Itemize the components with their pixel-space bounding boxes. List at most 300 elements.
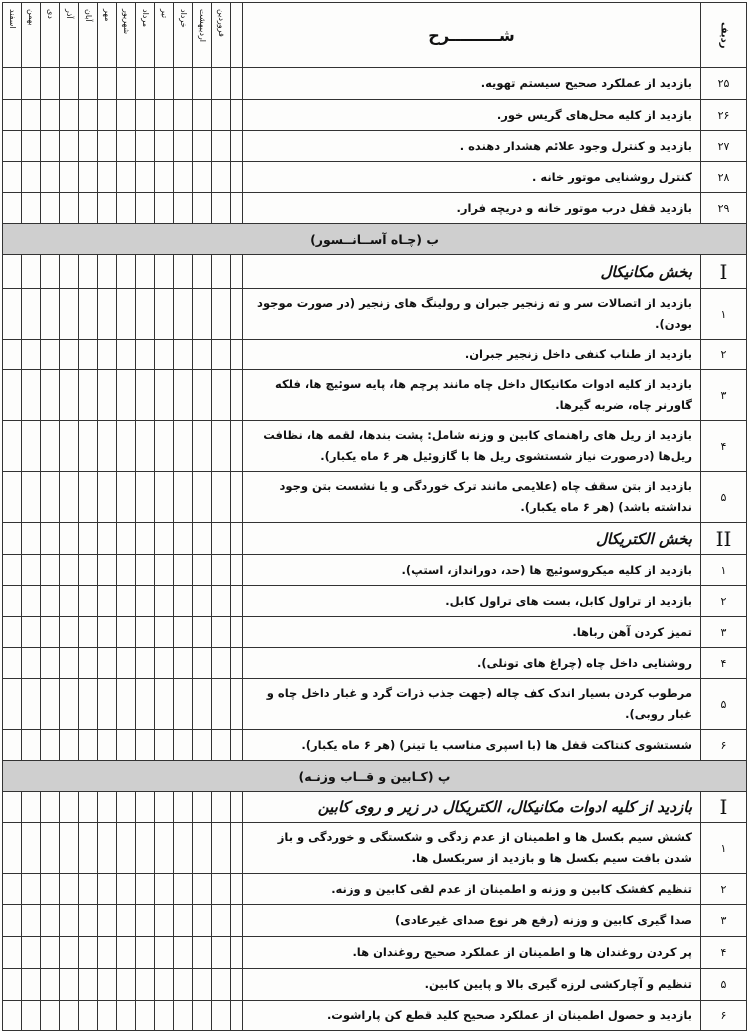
month-check-cell[interactable] bbox=[3, 370, 22, 421]
month-check-cell[interactable] bbox=[117, 648, 136, 679]
month-check-cell[interactable] bbox=[79, 792, 98, 823]
month-check-cell[interactable] bbox=[155, 289, 174, 340]
month-check-cell[interactable] bbox=[60, 730, 79, 761]
month-check-cell[interactable] bbox=[155, 131, 174, 162]
month-check-cell[interactable] bbox=[117, 937, 136, 969]
month-check-cell[interactable] bbox=[60, 421, 79, 472]
month-check-cell[interactable] bbox=[174, 823, 193, 874]
month-check-cell[interactable] bbox=[136, 255, 155, 289]
month-check-cell[interactable] bbox=[136, 586, 155, 617]
month-check-cell[interactable] bbox=[212, 617, 231, 648]
month-check-cell[interactable] bbox=[212, 162, 231, 193]
month-check-cell[interactable] bbox=[174, 792, 193, 823]
month-check-cell[interactable] bbox=[60, 289, 79, 340]
month-check-cell[interactable] bbox=[41, 586, 60, 617]
month-check-cell[interactable] bbox=[22, 905, 41, 937]
month-check-cell[interactable] bbox=[41, 905, 60, 937]
month-check-cell[interactable] bbox=[41, 68, 60, 100]
month-check-cell[interactable] bbox=[41, 255, 60, 289]
month-check-cell[interactable] bbox=[22, 617, 41, 648]
month-check-cell[interactable] bbox=[22, 162, 41, 193]
month-check-cell[interactable] bbox=[22, 586, 41, 617]
month-check-cell[interactable] bbox=[41, 874, 60, 905]
month-check-cell[interactable] bbox=[155, 823, 174, 874]
month-check-cell[interactable] bbox=[22, 100, 41, 131]
month-check-cell[interactable] bbox=[3, 340, 22, 370]
month-check-cell[interactable] bbox=[3, 523, 22, 555]
month-check-cell[interactable] bbox=[136, 131, 155, 162]
month-check-cell[interactable] bbox=[174, 617, 193, 648]
month-check-cell[interactable] bbox=[79, 68, 98, 100]
month-check-cell[interactable] bbox=[193, 1001, 212, 1031]
month-check-cell[interactable] bbox=[41, 523, 60, 555]
month-check-cell[interactable] bbox=[98, 472, 117, 523]
month-check-cell[interactable] bbox=[212, 823, 231, 874]
month-check-cell[interactable] bbox=[98, 679, 117, 730]
month-check-cell[interactable] bbox=[136, 162, 155, 193]
month-check-cell[interactable] bbox=[212, 131, 231, 162]
month-check-cell[interactable] bbox=[60, 131, 79, 162]
month-check-cell[interactable] bbox=[98, 823, 117, 874]
month-check-cell[interactable] bbox=[193, 523, 212, 555]
month-check-cell[interactable] bbox=[136, 555, 155, 586]
month-check-cell[interactable] bbox=[212, 472, 231, 523]
month-check-cell[interactable] bbox=[117, 1001, 136, 1031]
month-check-cell[interactable] bbox=[117, 679, 136, 730]
month-check-cell[interactable] bbox=[155, 472, 174, 523]
month-check-cell[interactable] bbox=[41, 823, 60, 874]
month-check-cell[interactable] bbox=[41, 1001, 60, 1031]
month-check-cell[interactable] bbox=[60, 1001, 79, 1031]
month-check-cell[interactable] bbox=[3, 823, 22, 874]
month-check-cell[interactable] bbox=[155, 648, 174, 679]
month-check-cell[interactable] bbox=[41, 617, 60, 648]
month-check-cell[interactable] bbox=[79, 193, 98, 224]
month-check-cell[interactable] bbox=[22, 969, 41, 1001]
month-check-cell[interactable] bbox=[136, 523, 155, 555]
month-check-cell[interactable] bbox=[174, 68, 193, 100]
month-check-cell[interactable] bbox=[60, 370, 79, 421]
month-check-cell[interactable] bbox=[155, 1001, 174, 1031]
month-check-cell[interactable] bbox=[79, 472, 98, 523]
month-check-cell[interactable] bbox=[117, 370, 136, 421]
month-check-cell[interactable] bbox=[3, 472, 22, 523]
month-check-cell[interactable] bbox=[3, 905, 22, 937]
month-check-cell[interactable] bbox=[212, 100, 231, 131]
month-check-cell[interactable] bbox=[136, 340, 155, 370]
month-check-cell[interactable] bbox=[193, 730, 212, 761]
month-check-cell[interactable] bbox=[193, 792, 212, 823]
month-check-cell[interactable] bbox=[3, 969, 22, 1001]
month-check-cell[interactable] bbox=[212, 421, 231, 472]
month-check-cell[interactable] bbox=[155, 68, 174, 100]
month-check-cell[interactable] bbox=[3, 586, 22, 617]
month-check-cell[interactable] bbox=[3, 162, 22, 193]
month-check-cell[interactable] bbox=[193, 874, 212, 905]
month-check-cell[interactable] bbox=[79, 648, 98, 679]
month-check-cell[interactable] bbox=[79, 289, 98, 340]
month-check-cell[interactable] bbox=[41, 370, 60, 421]
month-check-cell[interactable] bbox=[155, 874, 174, 905]
month-check-cell[interactable] bbox=[60, 472, 79, 523]
month-check-cell[interactable] bbox=[22, 1001, 41, 1031]
month-check-cell[interactable] bbox=[3, 131, 22, 162]
month-check-cell[interactable] bbox=[22, 555, 41, 586]
month-check-cell[interactable] bbox=[174, 340, 193, 370]
month-check-cell[interactable] bbox=[79, 617, 98, 648]
month-check-cell[interactable] bbox=[79, 937, 98, 969]
month-check-cell[interactable] bbox=[136, 648, 155, 679]
month-check-cell[interactable] bbox=[136, 969, 155, 1001]
month-check-cell[interactable] bbox=[98, 792, 117, 823]
month-check-cell[interactable] bbox=[41, 193, 60, 224]
month-check-cell[interactable] bbox=[22, 421, 41, 472]
month-check-cell[interactable] bbox=[212, 648, 231, 679]
month-check-cell[interactable] bbox=[193, 823, 212, 874]
month-check-cell[interactable] bbox=[98, 340, 117, 370]
month-check-cell[interactable] bbox=[117, 289, 136, 340]
month-check-cell[interactable] bbox=[22, 255, 41, 289]
month-check-cell[interactable] bbox=[79, 730, 98, 761]
month-check-cell[interactable] bbox=[60, 193, 79, 224]
month-check-cell[interactable] bbox=[174, 100, 193, 131]
month-check-cell[interactable] bbox=[155, 100, 174, 131]
month-check-cell[interactable] bbox=[98, 874, 117, 905]
month-check-cell[interactable] bbox=[117, 617, 136, 648]
month-check-cell[interactable] bbox=[3, 555, 22, 586]
month-check-cell[interactable] bbox=[98, 555, 117, 586]
month-check-cell[interactable] bbox=[79, 523, 98, 555]
month-check-cell[interactable] bbox=[155, 162, 174, 193]
month-check-cell[interactable] bbox=[136, 679, 155, 730]
month-check-cell[interactable] bbox=[60, 823, 79, 874]
month-check-cell[interactable] bbox=[212, 255, 231, 289]
month-check-cell[interactable] bbox=[3, 679, 22, 730]
month-check-cell[interactable] bbox=[60, 162, 79, 193]
month-check-cell[interactable] bbox=[98, 100, 117, 131]
month-check-cell[interactable] bbox=[41, 340, 60, 370]
month-check-cell[interactable] bbox=[98, 969, 117, 1001]
month-check-cell[interactable] bbox=[79, 162, 98, 193]
month-check-cell[interactable] bbox=[3, 874, 22, 905]
month-check-cell[interactable] bbox=[174, 162, 193, 193]
month-check-cell[interactable] bbox=[22, 792, 41, 823]
month-check-cell[interactable] bbox=[212, 555, 231, 586]
month-check-cell[interactable] bbox=[174, 905, 193, 937]
month-check-cell[interactable] bbox=[98, 255, 117, 289]
month-check-cell[interactable] bbox=[3, 100, 22, 131]
month-check-cell[interactable] bbox=[193, 937, 212, 969]
month-check-cell[interactable] bbox=[98, 162, 117, 193]
month-check-cell[interactable] bbox=[155, 421, 174, 472]
month-check-cell[interactable] bbox=[212, 523, 231, 555]
month-check-cell[interactable] bbox=[193, 905, 212, 937]
month-check-cell[interactable] bbox=[41, 730, 60, 761]
month-check-cell[interactable] bbox=[174, 648, 193, 679]
month-check-cell[interactable] bbox=[193, 162, 212, 193]
month-check-cell[interactable] bbox=[174, 193, 193, 224]
month-check-cell[interactable] bbox=[22, 340, 41, 370]
month-check-cell[interactable] bbox=[193, 289, 212, 340]
month-check-cell[interactable] bbox=[117, 193, 136, 224]
month-check-cell[interactable] bbox=[22, 730, 41, 761]
month-check-cell[interactable] bbox=[155, 586, 174, 617]
month-check-cell[interactable] bbox=[212, 193, 231, 224]
month-check-cell[interactable] bbox=[136, 617, 155, 648]
month-check-cell[interactable] bbox=[212, 792, 231, 823]
month-check-cell[interactable] bbox=[193, 193, 212, 224]
month-check-cell[interactable] bbox=[60, 100, 79, 131]
month-check-cell[interactable] bbox=[212, 1001, 231, 1031]
month-check-cell[interactable] bbox=[60, 937, 79, 969]
month-check-cell[interactable] bbox=[60, 969, 79, 1001]
month-check-cell[interactable] bbox=[193, 370, 212, 421]
month-check-cell[interactable] bbox=[22, 679, 41, 730]
month-check-cell[interactable] bbox=[117, 162, 136, 193]
month-check-cell[interactable] bbox=[117, 523, 136, 555]
month-check-cell[interactable] bbox=[3, 937, 22, 969]
month-check-cell[interactable] bbox=[174, 586, 193, 617]
month-check-cell[interactable] bbox=[117, 472, 136, 523]
month-check-cell[interactable] bbox=[98, 586, 117, 617]
month-check-cell[interactable] bbox=[79, 1001, 98, 1031]
month-check-cell[interactable] bbox=[3, 792, 22, 823]
month-check-cell[interactable] bbox=[60, 586, 79, 617]
month-check-cell[interactable] bbox=[193, 617, 212, 648]
month-check-cell[interactable] bbox=[3, 730, 22, 761]
month-check-cell[interactable] bbox=[98, 905, 117, 937]
month-check-cell[interactable] bbox=[22, 874, 41, 905]
month-check-cell[interactable] bbox=[155, 969, 174, 1001]
month-check-cell[interactable] bbox=[79, 874, 98, 905]
month-check-cell[interactable] bbox=[117, 255, 136, 289]
month-check-cell[interactable] bbox=[79, 370, 98, 421]
month-check-cell[interactable] bbox=[117, 792, 136, 823]
month-check-cell[interactable] bbox=[136, 730, 155, 761]
month-check-cell[interactable] bbox=[212, 730, 231, 761]
month-check-cell[interactable] bbox=[136, 289, 155, 340]
month-check-cell[interactable] bbox=[174, 131, 193, 162]
month-check-cell[interactable] bbox=[155, 617, 174, 648]
month-check-cell[interactable] bbox=[60, 905, 79, 937]
month-check-cell[interactable] bbox=[98, 617, 117, 648]
month-check-cell[interactable] bbox=[3, 648, 22, 679]
month-check-cell[interactable] bbox=[79, 823, 98, 874]
month-check-cell[interactable] bbox=[193, 68, 212, 100]
month-check-cell[interactable] bbox=[60, 874, 79, 905]
month-check-cell[interactable] bbox=[136, 905, 155, 937]
month-check-cell[interactable] bbox=[136, 68, 155, 100]
month-check-cell[interactable] bbox=[60, 255, 79, 289]
month-check-cell[interactable] bbox=[3, 617, 22, 648]
month-check-cell[interactable] bbox=[174, 679, 193, 730]
month-check-cell[interactable] bbox=[193, 131, 212, 162]
month-check-cell[interactable] bbox=[79, 586, 98, 617]
month-check-cell[interactable] bbox=[155, 340, 174, 370]
month-check-cell[interactable] bbox=[117, 969, 136, 1001]
month-check-cell[interactable] bbox=[155, 523, 174, 555]
month-check-cell[interactable] bbox=[136, 472, 155, 523]
month-check-cell[interactable] bbox=[3, 193, 22, 224]
month-check-cell[interactable] bbox=[174, 555, 193, 586]
month-check-cell[interactable] bbox=[79, 131, 98, 162]
month-check-cell[interactable] bbox=[22, 68, 41, 100]
month-check-cell[interactable] bbox=[193, 969, 212, 1001]
month-check-cell[interactable] bbox=[155, 555, 174, 586]
month-check-cell[interactable] bbox=[117, 874, 136, 905]
month-check-cell[interactable] bbox=[136, 370, 155, 421]
month-check-cell[interactable] bbox=[212, 679, 231, 730]
month-check-cell[interactable] bbox=[41, 421, 60, 472]
month-check-cell[interactable] bbox=[155, 905, 174, 937]
month-check-cell[interactable] bbox=[98, 370, 117, 421]
month-check-cell[interactable] bbox=[98, 289, 117, 340]
month-check-cell[interactable] bbox=[212, 937, 231, 969]
month-check-cell[interactable] bbox=[193, 648, 212, 679]
month-check-cell[interactable] bbox=[79, 255, 98, 289]
month-check-cell[interactable] bbox=[193, 472, 212, 523]
month-check-cell[interactable] bbox=[174, 874, 193, 905]
month-check-cell[interactable] bbox=[212, 68, 231, 100]
month-check-cell[interactable] bbox=[155, 679, 174, 730]
month-check-cell[interactable] bbox=[41, 648, 60, 679]
month-check-cell[interactable] bbox=[41, 289, 60, 340]
month-check-cell[interactable] bbox=[117, 730, 136, 761]
month-check-cell[interactable] bbox=[41, 555, 60, 586]
month-check-cell[interactable] bbox=[98, 131, 117, 162]
month-check-cell[interactable] bbox=[193, 340, 212, 370]
month-check-cell[interactable] bbox=[174, 523, 193, 555]
month-check-cell[interactable] bbox=[193, 421, 212, 472]
month-check-cell[interactable] bbox=[136, 823, 155, 874]
month-check-cell[interactable] bbox=[155, 937, 174, 969]
month-check-cell[interactable] bbox=[3, 68, 22, 100]
month-check-cell[interactable] bbox=[155, 730, 174, 761]
month-check-cell[interactable] bbox=[174, 421, 193, 472]
month-check-cell[interactable] bbox=[22, 289, 41, 340]
month-check-cell[interactable] bbox=[117, 131, 136, 162]
month-check-cell[interactable] bbox=[41, 679, 60, 730]
month-check-cell[interactable] bbox=[41, 472, 60, 523]
month-check-cell[interactable] bbox=[193, 255, 212, 289]
month-check-cell[interactable] bbox=[212, 340, 231, 370]
month-check-cell[interactable] bbox=[212, 289, 231, 340]
month-check-cell[interactable] bbox=[212, 370, 231, 421]
month-check-cell[interactable] bbox=[60, 340, 79, 370]
month-check-cell[interactable] bbox=[79, 679, 98, 730]
month-check-cell[interactable] bbox=[136, 937, 155, 969]
month-check-cell[interactable] bbox=[174, 370, 193, 421]
month-check-cell[interactable] bbox=[22, 523, 41, 555]
month-check-cell[interactable] bbox=[155, 370, 174, 421]
month-check-cell[interactable] bbox=[79, 969, 98, 1001]
month-check-cell[interactable] bbox=[155, 193, 174, 224]
month-check-cell[interactable] bbox=[98, 193, 117, 224]
month-check-cell[interactable] bbox=[193, 679, 212, 730]
month-check-cell[interactable] bbox=[98, 421, 117, 472]
month-check-cell[interactable] bbox=[79, 555, 98, 586]
month-check-cell[interactable] bbox=[41, 100, 60, 131]
month-check-cell[interactable] bbox=[79, 421, 98, 472]
month-check-cell[interactable] bbox=[212, 874, 231, 905]
month-check-cell[interactable] bbox=[117, 421, 136, 472]
month-check-cell[interactable] bbox=[174, 255, 193, 289]
month-check-cell[interactable] bbox=[98, 730, 117, 761]
month-check-cell[interactable] bbox=[136, 792, 155, 823]
month-check-cell[interactable] bbox=[60, 648, 79, 679]
month-check-cell[interactable] bbox=[22, 823, 41, 874]
month-check-cell[interactable] bbox=[136, 874, 155, 905]
month-check-cell[interactable] bbox=[22, 937, 41, 969]
month-check-cell[interactable] bbox=[136, 1001, 155, 1031]
month-check-cell[interactable] bbox=[212, 969, 231, 1001]
month-check-cell[interactable] bbox=[117, 905, 136, 937]
month-check-cell[interactable] bbox=[136, 193, 155, 224]
month-check-cell[interactable] bbox=[22, 648, 41, 679]
month-check-cell[interactable] bbox=[3, 255, 22, 289]
month-check-cell[interactable] bbox=[41, 162, 60, 193]
month-check-cell[interactable] bbox=[98, 523, 117, 555]
month-check-cell[interactable] bbox=[117, 586, 136, 617]
month-check-cell[interactable] bbox=[98, 937, 117, 969]
month-check-cell[interactable] bbox=[22, 472, 41, 523]
month-check-cell[interactable] bbox=[136, 100, 155, 131]
month-check-cell[interactable] bbox=[98, 648, 117, 679]
month-check-cell[interactable] bbox=[212, 586, 231, 617]
month-check-cell[interactable] bbox=[22, 131, 41, 162]
month-check-cell[interactable] bbox=[3, 289, 22, 340]
month-check-cell[interactable] bbox=[60, 523, 79, 555]
month-check-cell[interactable] bbox=[193, 555, 212, 586]
month-check-cell[interactable] bbox=[41, 937, 60, 969]
month-check-cell[interactable] bbox=[136, 421, 155, 472]
month-check-cell[interactable] bbox=[117, 100, 136, 131]
month-check-cell[interactable] bbox=[22, 193, 41, 224]
month-check-cell[interactable] bbox=[79, 100, 98, 131]
month-check-cell[interactable] bbox=[60, 555, 79, 586]
month-check-cell[interactable] bbox=[117, 823, 136, 874]
month-check-cell[interactable] bbox=[41, 969, 60, 1001]
month-check-cell[interactable] bbox=[174, 937, 193, 969]
month-check-cell[interactable] bbox=[60, 792, 79, 823]
month-check-cell[interactable] bbox=[117, 555, 136, 586]
month-check-cell[interactable] bbox=[60, 679, 79, 730]
month-check-cell[interactable] bbox=[41, 131, 60, 162]
month-check-cell[interactable] bbox=[79, 340, 98, 370]
month-check-cell[interactable] bbox=[174, 289, 193, 340]
month-check-cell[interactable] bbox=[174, 472, 193, 523]
month-check-cell[interactable] bbox=[60, 68, 79, 100]
month-check-cell[interactable] bbox=[174, 730, 193, 761]
month-check-cell[interactable] bbox=[193, 586, 212, 617]
month-check-cell[interactable] bbox=[117, 68, 136, 100]
month-check-cell[interactable] bbox=[193, 100, 212, 131]
month-check-cell[interactable] bbox=[22, 370, 41, 421]
month-check-cell[interactable] bbox=[98, 68, 117, 100]
month-check-cell[interactable] bbox=[79, 905, 98, 937]
month-check-cell[interactable] bbox=[60, 617, 79, 648]
month-check-cell[interactable] bbox=[41, 792, 60, 823]
month-check-cell[interactable] bbox=[212, 905, 231, 937]
month-check-cell[interactable] bbox=[155, 792, 174, 823]
month-check-cell[interactable] bbox=[174, 969, 193, 1001]
month-check-cell[interactable] bbox=[155, 255, 174, 289]
month-check-cell[interactable] bbox=[3, 1001, 22, 1031]
month-check-cell[interactable] bbox=[117, 340, 136, 370]
month-check-cell[interactable] bbox=[98, 1001, 117, 1031]
month-check-cell[interactable] bbox=[174, 1001, 193, 1031]
month-check-cell[interactable] bbox=[3, 421, 22, 472]
